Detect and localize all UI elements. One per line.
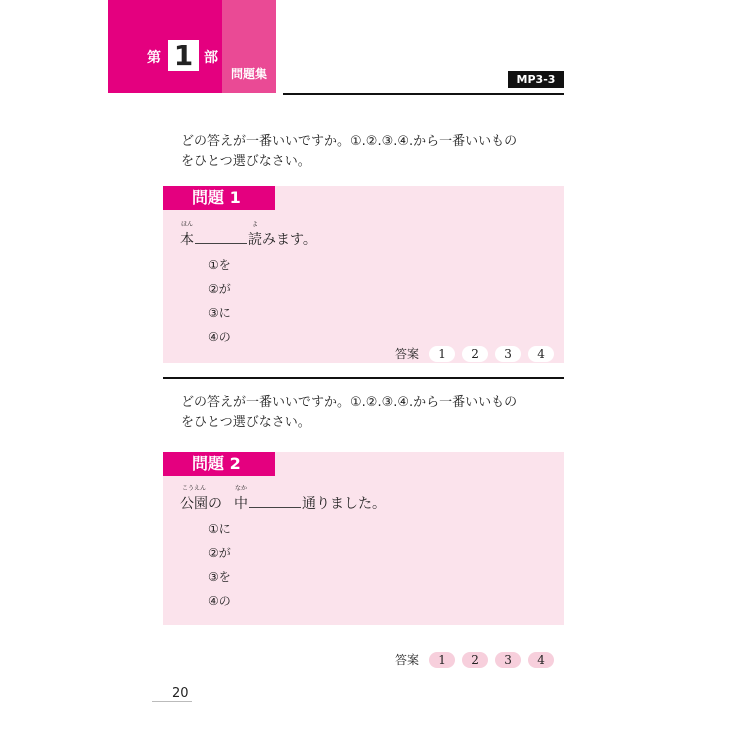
answer-option-1[interactable]: 1 [429, 652, 455, 668]
answer-option-2[interactable]: 2 [462, 652, 488, 668]
answer-label: 答案 [395, 653, 420, 667]
word-with-reading: こうえん 公園 [180, 485, 208, 512]
question-text-1: ほん 本 よ 読みます。 [180, 221, 317, 248]
answer-row-1 [395, 345, 561, 362]
choice-option[interactable]: ④の [208, 330, 231, 344]
question-label-1: 問題 1 [163, 186, 275, 210]
part-suffix: 部 [204, 50, 218, 66]
part-prefix: 第 [147, 50, 161, 66]
answer-option-2[interactable]: 2 [462, 346, 488, 362]
section-title: 問題集 [231, 67, 268, 81]
answer-row-2 [395, 651, 561, 668]
instruction-line: どの答えが一番いいですか。①.②.③.④.から一番いいもの [181, 395, 518, 410]
choice-option[interactable]: ①を [208, 258, 231, 272]
track-badge: MP3-3 [508, 71, 564, 88]
choice-option[interactable]: ③に [208, 306, 231, 320]
instruction-1 [181, 132, 571, 172]
instruction-2 [181, 393, 571, 433]
answer-option-1[interactable]: 1 [429, 346, 455, 362]
part-number: 1 [168, 40, 199, 71]
word-with-reading: なか 中 [234, 485, 248, 512]
instruction-line: をひとつ選びなさい。 [181, 154, 311, 169]
word-with-reading: よ 読 [248, 221, 262, 248]
question-text-2: こうえん 公園の なか 中 通りました。 [180, 485, 386, 512]
question-label-2: 問題 2 [163, 452, 275, 476]
choice-option[interactable]: ①に [208, 522, 231, 536]
header-divider [283, 93, 564, 95]
answer-blank [195, 231, 247, 244]
instruction-line: どの答えが一番いいですか。①.②.③.④.から一番いいもの [181, 134, 518, 149]
choice-option[interactable]: ②が [208, 282, 231, 296]
page-number: 20 [172, 686, 189, 701]
choice-option[interactable]: ④の [208, 594, 231, 608]
answer-option-3[interactable]: 3 [495, 652, 521, 668]
instruction-line: をひとつ選びなさい。 [181, 415, 311, 430]
choice-option[interactable]: ③を [208, 570, 231, 584]
answer-label: 答案 [395, 347, 420, 361]
answer-blank [249, 495, 301, 508]
answer-option-3[interactable]: 3 [495, 346, 521, 362]
word-with-reading: ほん 本 [180, 221, 194, 248]
choice-option[interactable]: ②が [208, 546, 231, 560]
question-divider [163, 377, 564, 379]
answer-option-4[interactable]: 4 [528, 346, 554, 362]
page-number-underline [152, 701, 192, 702]
answer-option-4[interactable]: 4 [528, 652, 554, 668]
